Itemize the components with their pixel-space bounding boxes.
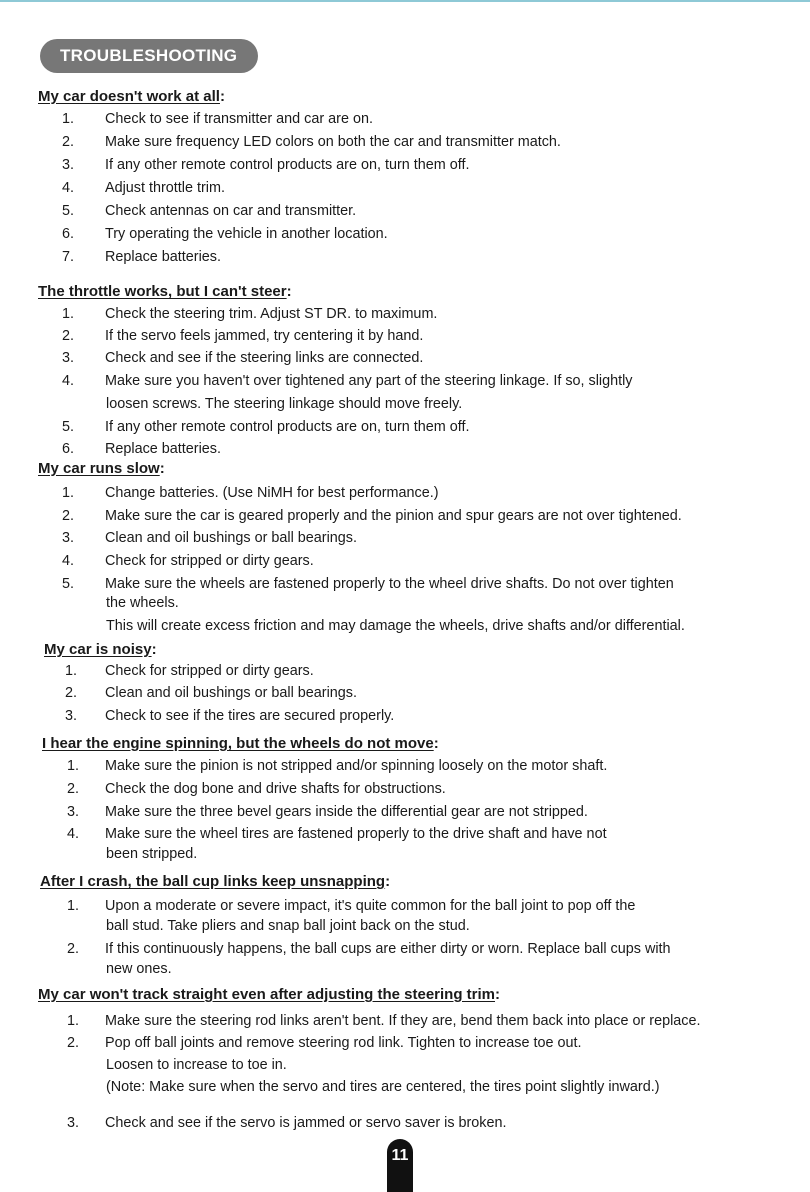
item-text: Check for stripped or dirty gears. <box>105 663 314 679</box>
item-number: 4. <box>62 373 75 389</box>
item-number: 1. <box>67 898 80 914</box>
item-number: 5. <box>62 576 75 592</box>
item-text: Clean and oil bushings or ball bearings. <box>105 685 357 701</box>
section-heading: My car runs slow: <box>38 460 165 477</box>
page-number: 11 <box>387 1139 413 1192</box>
item-text: Pop off ball joints and remove steering rod link. Tighten to increase toe out. <box>105 1035 582 1051</box>
section-heading-text: My car doesn't work at all <box>38 88 220 105</box>
item-number: 6. <box>62 441 75 457</box>
item-continuation: been stripped. <box>106 846 198 862</box>
item-text: Make sure you haven't over tightened any part of the steering linkage. If so, slightly <box>105 373 633 389</box>
item-text: Check the dog bone and drive shafts for obstructions. <box>105 781 446 797</box>
item-continuation: (Note: Make sure when the servo and tires are centered, the tires point slightly inward.) <box>106 1079 660 1095</box>
item-continuation: ball stud. Take pliers and snap ball joint back on the stud. <box>106 918 470 934</box>
item-number: 3. <box>67 1115 80 1131</box>
section-heading: My car won't track straight even after adjusting the steering trim: <box>38 986 501 1003</box>
item-number: 1. <box>65 663 78 679</box>
item-number: 1. <box>67 1013 80 1029</box>
item-text: Replace batteries. <box>105 441 221 457</box>
item-text: Check to see if transmitter and car are on. <box>105 111 373 127</box>
item-number: 2. <box>65 685 78 701</box>
section-heading-text: My car is noisy <box>44 641 152 658</box>
item-number: 3. <box>65 708 78 724</box>
item-text: Adjust throttle trim. <box>105 180 225 196</box>
item-text: Check antennas on car and transmitter. <box>105 203 357 219</box>
item-number: 3. <box>62 157 75 173</box>
item-number: 3. <box>62 530 75 546</box>
item-number: 5. <box>62 203 75 219</box>
item-text: Check the steering trim. Adjust ST DR. to maximum. <box>105 306 438 322</box>
item-text: If this continuously happens, the ball cups are either dirty or worn. Replace ball cups with <box>105 941 671 957</box>
item-number: 4. <box>67 826 80 842</box>
item-text: Check and see if the servo is jammed or servo saver is broken. <box>105 1115 507 1131</box>
section-heading: The throttle works, but I can't steer: <box>38 283 292 300</box>
item-number: 2. <box>67 941 80 957</box>
item-text: If any other remote control products are on, turn them off. <box>105 157 470 173</box>
item-text: Make sure the wheels are fastened properly to the wheel drive shafts. Do not over tighten <box>105 576 674 592</box>
item-number: 1. <box>62 111 75 127</box>
item-continuation: new ones. <box>106 961 172 977</box>
item-text: Replace batteries. <box>105 249 221 265</box>
item-text: If the servo feels jammed, try centering it by hand. <box>105 328 424 344</box>
item-text: Change batteries. (Use NiMH for best performance.) <box>105 485 439 501</box>
item-text: Make sure the three bevel gears inside the differential gear are not stripped. <box>105 804 588 820</box>
section-heading-text: I hear the engine spinning, but the wheels do not move <box>42 735 434 752</box>
item-number: 1. <box>62 306 75 322</box>
item-text: Upon a moderate or severe impact, it's quite common for the ball joint to pop off the <box>105 898 636 914</box>
item-number: 5. <box>62 419 75 435</box>
section-badge: TROUBLESHOOTING <box>40 39 258 73</box>
item-number: 2. <box>67 781 80 797</box>
item-text: Make sure the car is geared properly and the pinion and spur gears are not over tightened. <box>105 508 682 524</box>
item-number: 2. <box>67 1035 80 1051</box>
item-continuation: the wheels. <box>106 595 179 611</box>
item-text: Try operating the vehicle in another location. <box>105 226 388 242</box>
section-heading-text: After I crash, the ball cup links keep unsnapping <box>40 873 386 890</box>
item-number: 1. <box>62 485 75 501</box>
section-heading: My car is noisy: <box>44 641 157 658</box>
item-continuation: loosen screws. The steering linkage should move freely. <box>106 396 463 412</box>
item-number: 1. <box>67 758 80 774</box>
item-number: 3. <box>67 804 80 820</box>
item-text: Make sure the steering rod links aren't bent. If they are, bend them back into place or replace. <box>105 1013 701 1029</box>
item-continuation: Loosen to increase to toe in. <box>106 1057 287 1073</box>
item-text: Check to see if the tires are secured properly. <box>105 708 395 724</box>
section-heading: I hear the engine spinning, but the wheels do not move: <box>42 735 439 752</box>
item-text: Clean and oil bushings or ball bearings. <box>105 530 357 546</box>
item-number: 4. <box>62 553 75 569</box>
item-text: If any other remote control products are on, turn them off. <box>105 419 470 435</box>
section-heading: After I crash, the ball cup links keep unsnapping: <box>40 873 391 890</box>
item-number: 4. <box>62 180 75 196</box>
section-heading-text: The throttle works, but I can't steer <box>38 283 287 300</box>
item-continuation: This will create excess friction and may damage the wheels, drive shafts and/or differential. <box>106 618 685 634</box>
item-number: 3. <box>62 350 75 366</box>
item-number: 7. <box>62 249 75 265</box>
item-text: Make sure the pinion is not stripped and/or spinning loosely on the motor shaft. <box>105 758 608 774</box>
item-number: 6. <box>62 226 75 242</box>
item-number: 2. <box>62 134 75 150</box>
item-number: 2. <box>62 328 75 344</box>
section-heading-text: My car runs slow <box>38 460 160 477</box>
item-text: Make sure frequency LED colors on both the car and transmitter match. <box>105 134 561 150</box>
item-text: Check and see if the steering links are connected. <box>105 350 424 366</box>
section-heading: My car doesn't work at all: <box>38 88 225 105</box>
item-text: Make sure the wheel tires are fastened properly to the drive shaft and have not <box>105 826 607 842</box>
item-number: 2. <box>62 508 75 524</box>
item-text: Check for stripped or dirty gears. <box>105 553 314 569</box>
section-heading-text: My car won't track straight even after adjusting the steering trim <box>38 986 496 1003</box>
